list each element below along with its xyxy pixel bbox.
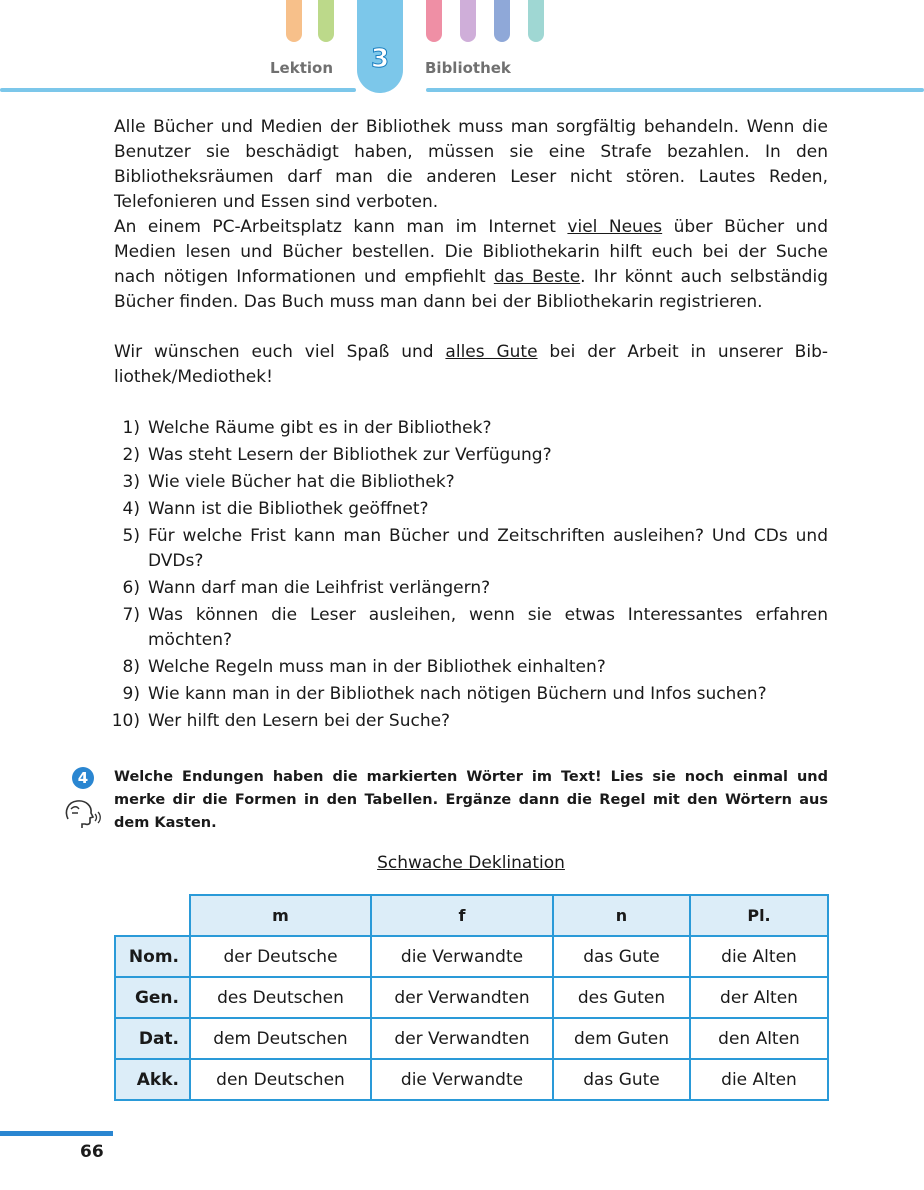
paragraph-2-part-b: über Bücher und Medien lesen und Bücher bestellen. Die Bibliothekarin hilft euch bei der Suche nach nötigen Informationen und empfiehlt (114, 217, 829, 287)
table-header-row (115, 895, 828, 936)
table-cell: des Deutschen (190, 977, 371, 1018)
question-number: 5) (122, 526, 140, 546)
header-tab-5 (460, 0, 476, 42)
question-text: Was steht Lesern der Bibliothek zur Verfügung? (148, 445, 552, 465)
question-item (100, 443, 828, 468)
question-number: 2) (122, 445, 140, 465)
question-number: 1) (122, 418, 140, 438)
exercise-instruction: Welche Endungen haben die markierten Wörter im Text! Lies sie noch einmal und merke dir die Formen in den Tabellen. Ergänze dann die Regel mit den Wörtern aus dem Kasten. (114, 769, 828, 831)
table-row (115, 977, 828, 1018)
table-cell: dem Guten (553, 1018, 690, 1059)
table-cell: die Verwandte (371, 936, 553, 977)
paragraph-3-part-b: bei der Arbeit in unserer Bibliothek/Mediothek! (114, 342, 828, 387)
question-item (100, 470, 828, 495)
header-tab-6 (494, 0, 510, 42)
column-header-m: m (190, 895, 371, 936)
exercise-number-badge: 4 (72, 767, 94, 789)
header-tab-1 (286, 0, 302, 42)
paragraph-1: Alle Bücher und Medien der Bibliothek muss man sorgfältig behandeln. Wenn die Benutzer sie beschädigt haben, müssen sie eine Strafe bezahlen. In den Bibliotheksräumen darf man die anderen Leser nicht stören. Lautes Reden, Telefonieren und Essen sind verboten. (114, 117, 828, 212)
column-header-pl: Pl. (690, 895, 828, 936)
header-line-right (426, 88, 924, 92)
question-list (100, 416, 828, 736)
question-text: Wie kann man in der Bibliothek nach nötigen Büchern und Infos suchen? (148, 684, 767, 704)
table-cell: der Verwandten (371, 1018, 553, 1059)
question-text: Für welche Frist kann man Bücher und Zeitschriften ausleihen? Und CDs und DVDs? (148, 526, 828, 571)
question-number: 9) (122, 684, 140, 704)
question-item (100, 416, 828, 441)
underlined-alles-gute: alles Gute (445, 342, 538, 362)
lesson-label: Lektion (270, 59, 334, 77)
table-cell: das Gute (553, 936, 690, 977)
underlined-das-beste: das Beste (493, 267, 581, 287)
table-corner (115, 895, 190, 936)
row-header-case: Dat. (115, 1018, 190, 1059)
question-number: 4) (122, 499, 140, 519)
row-header-case: Nom. (115, 936, 190, 977)
row-header-case: Gen. (115, 977, 190, 1018)
question-number: 7) (122, 605, 140, 625)
table-cell: des Guten (553, 977, 690, 1018)
question-text: Wann darf man die Leihfrist verlängern? (148, 578, 491, 598)
page-number: 66 (80, 1142, 104, 1162)
paragraph-2-part-c: . Ihr könnt auch selbständig Bücher finden. Das Buch muss man dann bei der Bibliothekarin registrieren. (114, 267, 828, 312)
question-item (100, 524, 828, 574)
lesson-number: 3 (370, 44, 390, 74)
table-title: Schwache Deklination (377, 853, 565, 873)
table-row (115, 1059, 828, 1100)
header-tab-4 (426, 0, 442, 42)
underlined-viel-neues: viel Neues (567, 217, 663, 237)
lesson-title: Bibliothek (425, 59, 511, 77)
paragraph-2-part-a: An einem PC-Arbeitsplatz kann man im Internet (114, 217, 568, 237)
question-text: Wer hilft den Lesern bei der Suche? (148, 711, 451, 731)
paragraph-3 (114, 340, 828, 390)
header-tab-7 (528, 0, 544, 42)
question-item (100, 655, 828, 680)
header-tab-2 (318, 0, 334, 42)
column-header-f: f (371, 895, 553, 936)
question-number: 10) (111, 711, 140, 731)
table-cell: der Alten (690, 977, 828, 1018)
paragraph-2 (114, 215, 828, 315)
table-cell: den Deutschen (190, 1059, 371, 1100)
question-item (100, 682, 828, 707)
question-item (100, 709, 828, 734)
header-line-left (0, 88, 356, 92)
question-item (100, 576, 828, 601)
table-cell: der Deutsche (190, 936, 371, 977)
table-row (115, 936, 828, 977)
table-cell: die Verwandte (371, 1059, 553, 1100)
question-text: Welche Regeln muss man in der Bibliothek einhalten? (148, 657, 606, 677)
paragraph-3-part-a: Wir wünschen euch viel Spaß und (114, 342, 446, 362)
question-number: 6) (122, 578, 140, 598)
question-text: Wie viele Bücher hat die Bibliothek? (148, 472, 455, 492)
question-item (100, 497, 828, 522)
table-cell: den Alten (690, 1018, 828, 1059)
question-number: 3) (122, 472, 140, 492)
question-item (100, 603, 828, 653)
question-text: Wann ist die Bibliothek geöffnet? (148, 499, 429, 519)
question-text: Welche Räume gibt es in der Bibliothek? (148, 418, 492, 438)
table-cell: dem Deutschen (190, 1018, 371, 1059)
question-text: Was können die Leser ausleihen, wenn sie etwas Interessantes erfahren möchten? (148, 605, 828, 650)
table-cell: die Alten (690, 936, 828, 977)
table-cell: die Alten (690, 1059, 828, 1100)
declension-table (114, 894, 829, 1101)
table-cell: der Verwandten (371, 977, 553, 1018)
footer-line (0, 1131, 113, 1136)
row-header-case: Akk. (115, 1059, 190, 1100)
table-cell: das Gute (553, 1059, 690, 1100)
column-header-n: n (553, 895, 690, 936)
table-row (115, 1018, 828, 1059)
question-number: 8) (122, 657, 140, 677)
speaking-head-icon (62, 797, 102, 831)
